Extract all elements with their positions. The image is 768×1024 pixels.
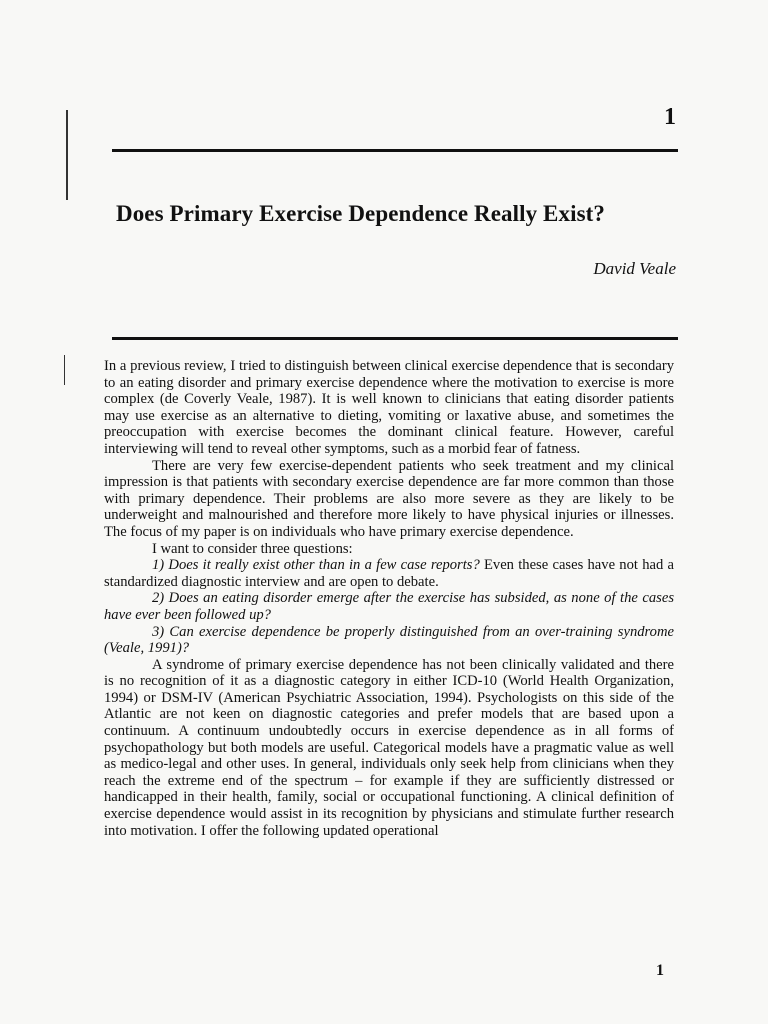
paragraph: There are very few exercise-dependent patients who seek treatment and my clinical impression is that patients with secondary exercise dependence are far more common than those with primary dependence. Their problems are also more severe as they are likely to be underweight and malnourished and therefore more likely to have physical injuries or illnesses. The focus of my paper is on individuals who have primary exercise dependence. xyxy=(104,457,674,540)
question-text: 1) Does it really exist other than in a few case reports? xyxy=(152,557,480,574)
bottom-rule xyxy=(112,337,678,340)
question-item xyxy=(104,557,674,590)
question-text: 2) Does an eating disorder emerge after the exercise has subsided, as none of the cases have ever been followed up? xyxy=(104,590,674,623)
paragraph: In a previous review, I tried to distinguish between clinical exercise dependence that is secondary to an eating disorder and primary exercise dependence where the motivation to exercise is more complex (de Coverly Veale, 1987). It is well known to clinicians that eating disorder patients may use exercise as an alternative to dieting, vomiting or laxative abuse, and sometimes the preoccupation with exercise becomes the dominant clinical feature. However, careful interviewing will tend to reveal other symptoms, such as a morbid fear of fatness. xyxy=(104,358,674,457)
paragraph: I want to consider three questions: xyxy=(152,540,353,557)
margin-mark xyxy=(64,355,65,385)
body-text xyxy=(104,358,674,839)
author-name: David Veale xyxy=(593,259,676,278)
question-comment: Even these cases have not had a standardized diagnostic interview and are open to debate. xyxy=(104,557,674,590)
top-rule xyxy=(112,149,678,152)
paragraph: A syndrome of primary exercise dependence has not been clinically validated and there is no recognition of it as a diagnostic category in either ICD-10 (World Health Organization, 1994) or DSM-IV (American Psychiatric Association, 1994). Psychologists on this side of the Atlantic are not keen on diagnostic categories and prefer models that are based upon a continuum. A continuum undoubtedly occurs in exercise dependence as in all forms of psychopathology but both models are useful. Categorical models have a pragmatic value as well as medico-legal and other uses. In general, individuals only seek help from clinicians when they reach the extreme end of the spectrum – for example if they are sufficiently distressed or handicapped in their health, family, social or occupational functioning. A clinical definition of exercise dependence would assist in its recognition by physicians and stimulate further research into motivation. I offer the following updated operational xyxy=(104,656,674,839)
question-text: 3) Can exercise dependence be properly distinguished from an over-training syndrome (Veale, 1991)? xyxy=(104,623,674,657)
chapter-number: 1 xyxy=(664,104,676,130)
question-item xyxy=(104,624,674,657)
chapter-title: Does Primary Exercise Dependence Really Exist? xyxy=(116,201,605,226)
margin-mark xyxy=(66,110,68,200)
question-item xyxy=(104,590,674,623)
page-number: 1 xyxy=(656,962,664,979)
